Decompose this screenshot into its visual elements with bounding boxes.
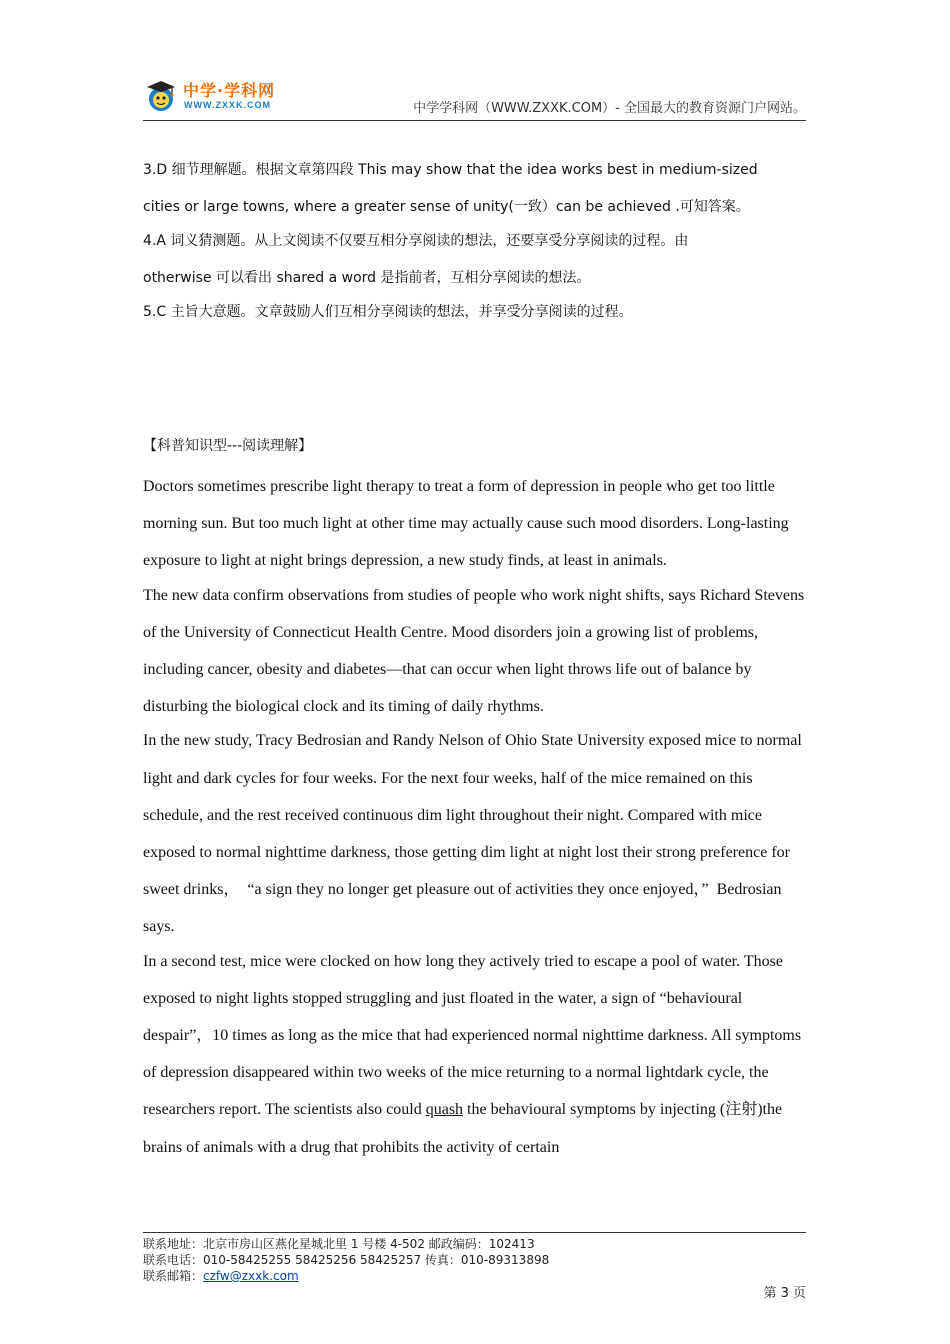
- answer-line: 3.D 细节理解题。根据文章第四段 This may show that the idea works best in medium-sized: [143, 162, 758, 178]
- answer-line: otherwise 可以看出 shared a word 是指前者，互相分享阅读的想法。: [143, 270, 591, 286]
- passage-paragraph: [143, 943, 809, 1166]
- page-header: [143, 76, 806, 121]
- footer-email-line: [143, 1268, 806, 1284]
- footer-email-label: 联系邮箱：: [143, 1269, 204, 1283]
- graduate-mascot-icon: [143, 78, 179, 114]
- answer-line: cities or large towns, where a greater sense of unity(一致）can be achieved .可知答案。: [143, 199, 750, 215]
- passage-paragraph: The new data confirm observations from studies of people who work night shifts, says Richard Stevens of the University of Connecticut Health Centre. Mood disorders join a growing list of problems, including cancer, obesity and diabetes—that can occur when light throws life out of balance by disturbing the biological clock and its timing of daily rhythms.: [143, 586, 805, 716]
- logo-text-chinese: 中学·学科网: [183, 81, 276, 100]
- logo-text-url: WWW.ZXXK.COM: [184, 100, 271, 110]
- site-logo[interactable]: [143, 76, 293, 116]
- footer-email-link[interactable]: czfw@zxxk.com: [203, 1269, 299, 1283]
- answer-line: 5.C 主旨大意题。文章鼓励人们互相分享阅读的想法，并享受分享阅读的过程。: [143, 304, 633, 320]
- passage-paragraph: Doctors sometimes prescribe light therapy to treat a form of depression in people who get too little morning sun. But too much light at other time may actually cause such mood disorders. Long-lasting exposure to light at night brings depression, a new study finds, at least in animals.: [143, 478, 789, 570]
- underlined-word: quash: [425, 1101, 464, 1119]
- passage-text: the behavioural symptoms by injecting (注射)the brains of animals with a drug that prohibits the activity of certain: [143, 1101, 783, 1156]
- page-footer: [143, 1232, 806, 1284]
- answer-line: 4.A 词义猜测题。从上文阅读不仅要互相分享阅读的想法，还要享受分享阅读的过程。由: [143, 233, 689, 249]
- page-number: 第 3 页: [763, 1286, 806, 1301]
- passage-text: In a second test, mice were clocked on how long they actively tried to escape a pool of water. Those exposed to night lights stopped struggling and just floated in the water, a sign of “behavioural despair”，10 times as long as the mice that had experienced normal nighttime darkness. All symptoms of depression disappeared within two weeks of the mice returning to a normal lightdark cycle, the researchers report. The scientists also could: [143, 952, 802, 1119]
- header-site-description: 中学学科网（WWW.ZXXK.COM）- 全国最大的教育资源门户网站。: [413, 101, 806, 116]
- footer-address: 联系地址：北京市房山区燕化星城北里 1 号楼 4-502 邮政编码：102413: [143, 1237, 535, 1251]
- answer-explanations: [143, 152, 807, 331]
- footer-phone: 联系电话：010-58425255 58425256 58425257 传真：010-89313898: [143, 1253, 550, 1267]
- section-title: 【科普知识型---阅读理解】: [143, 438, 313, 454]
- reading-passage: [143, 468, 809, 1163]
- passage-paragraph: In the new study, Tracy Bedrosian and Randy Nelson of Ohio State University exposed mice to normal light and dark cycles for four weeks. For the next four weeks, half of the mice remained on this schedule, and the rest received continuous dim light throughout their night. Compared with mice exposed to normal nighttime darkness, those getting dim light at night lost their strong preference for sweet drinks， “a sign they no longer get pleasure out of activities they once enjoyed，” Bedrosian says.: [143, 732, 802, 936]
